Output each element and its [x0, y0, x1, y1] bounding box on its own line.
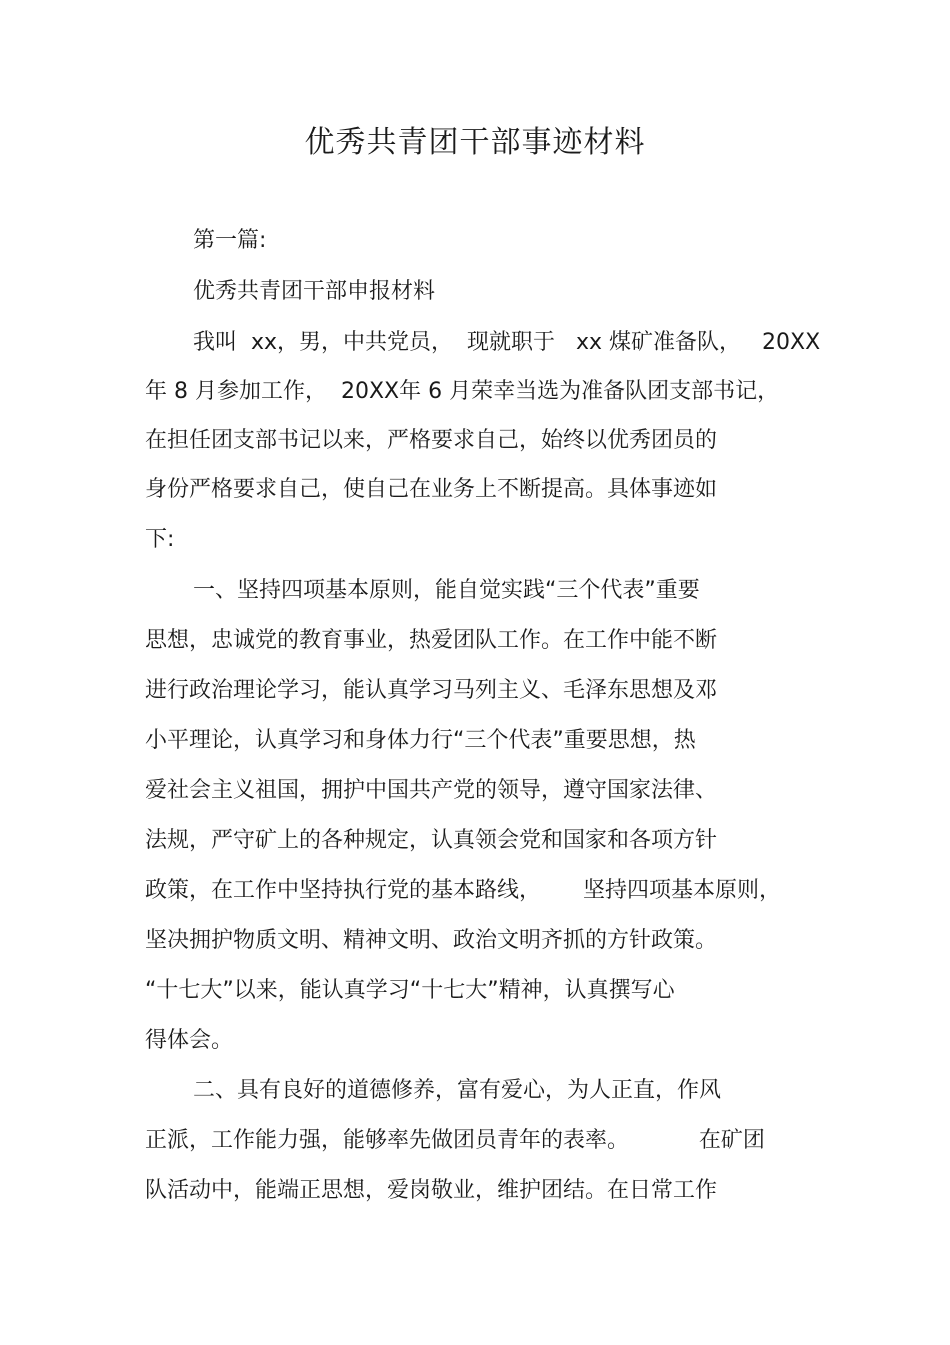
paragraph-line: 一、坚持四项基本原则，能自觉实践“三个代表”重要: [193, 578, 700, 603]
paragraph-line: 进行政治理论学习，能认真学习马列主义、毛泽东思想及邓: [145, 678, 718, 703]
paragraph-line: 二、具有良好的道德修养，富有爱心，为人正直，作风: [193, 1078, 722, 1103]
paragraph-line: 思想，忠诚党的教育事业，热爱团队工作。在工作中能不断: [145, 628, 718, 653]
paragraph-line: 法规，严守矿上的各种规定，认真领会党和国家和各项方针: [145, 828, 718, 853]
paragraph-line: 政策，在工作中坚持执行党的基本路线， 坚持四项基本原则，: [145, 878, 781, 903]
paragraph-line: 正派，工作能力强，能够率先做团员青年的表率。 在矿团: [145, 1128, 765, 1153]
paragraph-line: 爱社会主义祖国，拥护中国共产党的领导，遵守国家法律、: [145, 778, 718, 803]
paragraph-line: 得体会。: [145, 1028, 234, 1053]
paragraph-line: 身份严格要求自己，使自己在业务上不断提高。具体事迹如: [145, 477, 718, 502]
paragraph-line: 年 8 月参加工作， 20XX年 6 月荣幸当选为准备队团支部书记，: [145, 379, 780, 404]
section-heading: 第一篇:: [193, 228, 267, 253]
document-title: 优秀共青团干部事迹材料: [304, 125, 646, 160]
paragraph-line: 坚决拥护物质文明、精神文明、政治文明齐抓的方针政策。: [145, 928, 718, 953]
paragraph-line: 队活动中，能端正思想，爱岗敬业，维护团结。在日常工作: [145, 1178, 718, 1203]
paragraph-line: 小平理论，认真学习和身体力行“三个代表”重要思想，热: [145, 728, 696, 753]
paragraph-line: 在担任团支部书记以来，严格要求自己，始终以优秀团员的: [145, 428, 718, 453]
paragraph-line: “十七大”以来，能认真学习“十七大”精神，认真撰写心: [145, 978, 675, 1003]
paragraph-line: 我叫 xx，男，中共党员， 现就职于 xx 煤矿准备队， 20XX: [193, 330, 821, 355]
section-subheading: 优秀共青团干部申报材料: [193, 279, 436, 304]
paragraph-line: 下:: [145, 527, 175, 552]
